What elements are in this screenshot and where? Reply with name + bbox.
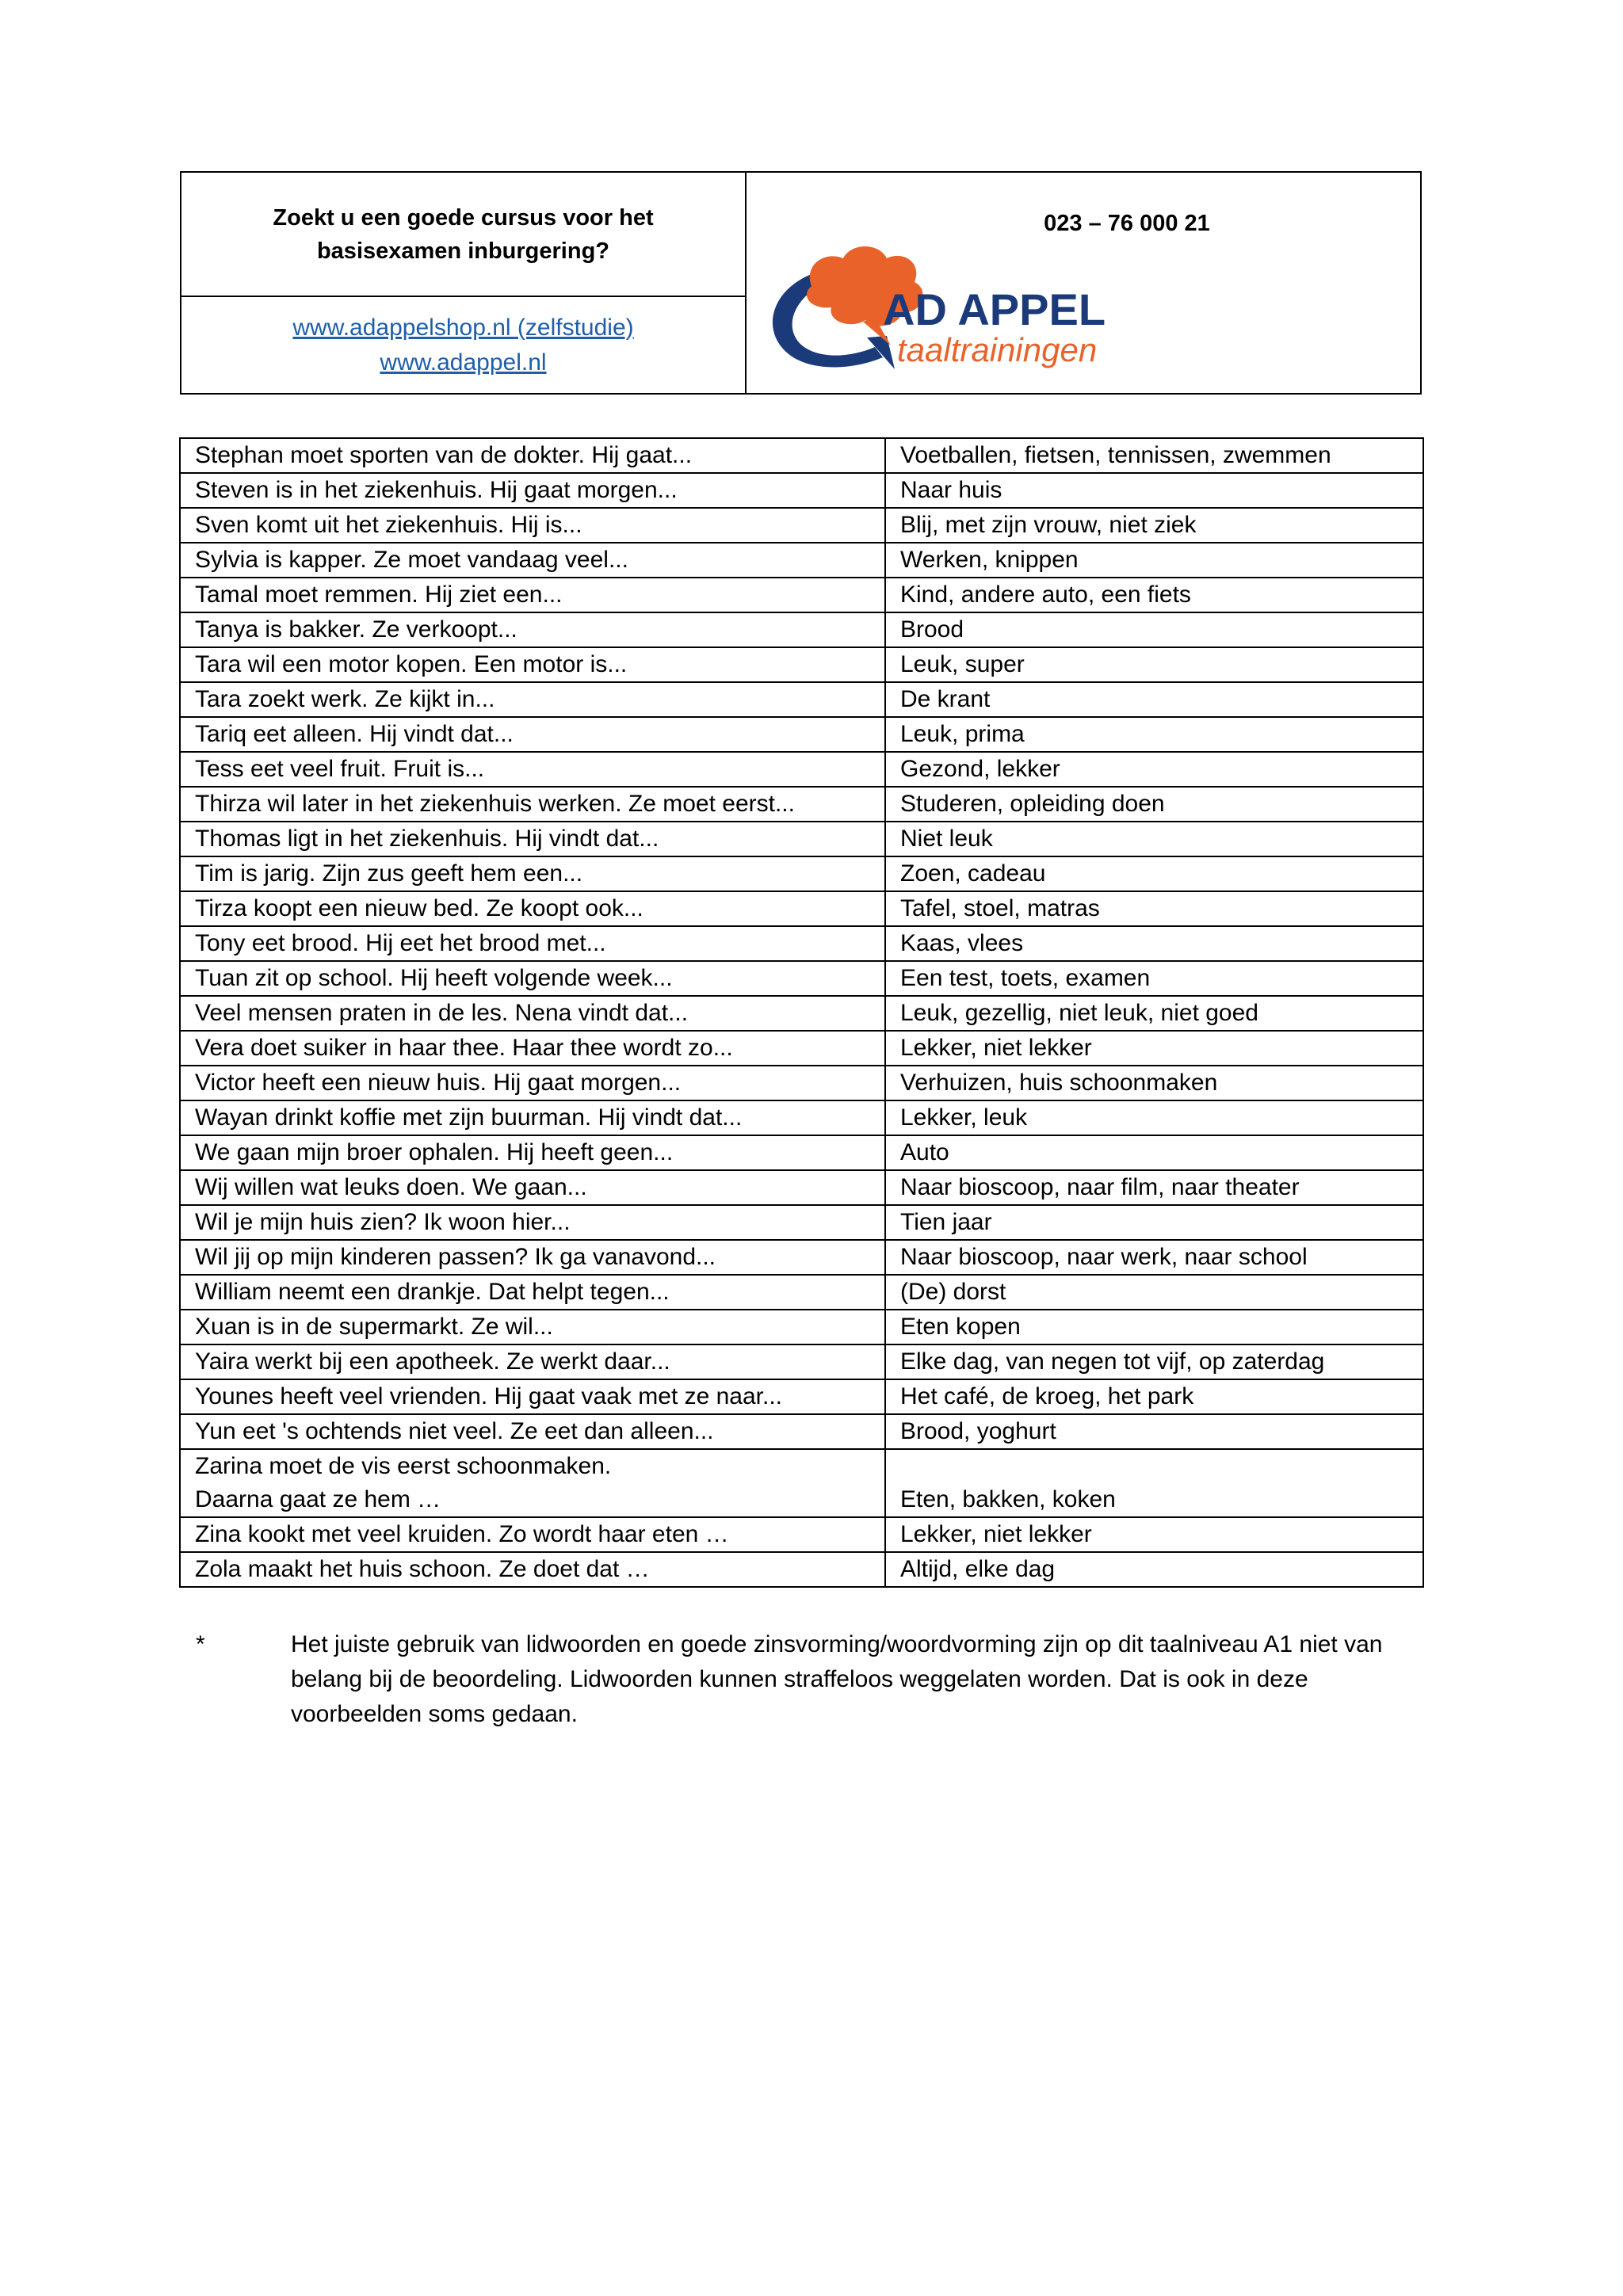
table-row [180,473,1423,508]
sentence-cell [180,717,885,752]
answer-cell: Lekker, niet lekker [885,1517,1423,1552]
table-row [180,856,1423,891]
table-row [180,1135,1423,1170]
answer-cell: (De) dorst [885,1275,1423,1310]
table-row [180,961,1423,996]
sentence-cell [180,891,885,926]
table-row [180,1205,1423,1240]
sentence-text: Zina kookt met veel kruiden. Zo wordt haar eten … [195,1521,729,1547]
sentence-cell [180,822,885,856]
sentence-cell [180,1449,885,1517]
answer-cell: Brood [885,612,1423,647]
links-block [181,297,745,393]
answer-cell: Leuk, prima [885,717,1423,752]
answer-cell: Kaas, vlees [885,926,1423,961]
answer-cell: Lekker, leuk [885,1100,1423,1135]
sentence-cell [180,1379,885,1414]
sentence-text: Tirza koopt een nieuw bed. Ze koopt ook... [195,895,643,921]
table-row [180,438,1423,473]
sentence-text: Yaira werkt bij een apotheek. Ze werkt daar... [195,1348,670,1375]
sentence-cell [180,1517,885,1552]
sentence-text: We gaan mijn broer ophalen. Hij heeft geen... [195,1139,674,1165]
table-row [180,1414,1423,1449]
answer-cell: Eten kopen [885,1310,1423,1344]
answer-cell: Naar huis [885,473,1423,508]
answer-cell: Blij, met zijn vrouw, niet ziek [885,508,1423,543]
table-row [180,1240,1423,1275]
answer-cell: Zoen, cadeau [885,856,1423,891]
sentence-cell [180,578,885,612]
sentence-text: Tara wil een motor kopen. Een motor is... [195,651,628,677]
sentence-cell [180,1310,885,1344]
sentence-text: Wayan drinkt koffie met zijn buurman. Hij vindt dat... [195,1104,743,1131]
answer-cell: Tafel, stoel, matras [885,891,1423,926]
sentence-cell [180,543,885,578]
sentence-text: Tanya is bakker. Ze verkoopt... [195,616,517,643]
sentence-cell [180,926,885,961]
table-row [180,752,1423,787]
ad-appel-logo [756,242,1168,385]
phone-number: 023 – 76 000 21 [1044,211,1210,236]
table-row [180,1449,1423,1517]
sentence-cell [180,787,885,822]
sentence-text: Tamal moet remmen. Hij ziet een... [195,582,563,608]
footnote-marker: * [196,1631,205,1657]
sentence-text: Stephan moet sporten van de dokter. Hij gaat... [195,442,693,468]
link-adappelshop[interactable]: www.adappelshop.nl (zelfstudie) [292,314,634,341]
sentence-text: Steven is in het ziekenhuis. Hij gaat morgen... [195,477,678,503]
table-row [180,612,1423,647]
answer-cell: Tien jaar [885,1205,1423,1240]
answer-cell: Kind, andere auto, een fiets [885,578,1423,612]
sentence-text: Younes heeft veel vrienden. Hij gaat vaak met ze naar... [195,1383,783,1409]
header-box [180,171,1422,395]
sentence-cell [180,438,885,473]
course-question: Zoekt u een goede cursus voor het basisexamen inburgering? [181,173,745,297]
answer-cell: Naar bioscoop, naar film, naar theater [885,1170,1423,1205]
sentence-cell [180,1552,885,1587]
sentence-text: Xuan is in de supermarkt. Ze wil... [195,1314,553,1340]
sentence-table [179,437,1424,1588]
sentence-text: Tess eet veel fruit. Fruit is... [195,756,485,782]
sentence-cell [180,1240,885,1275]
table-row [180,717,1423,752]
sentence-text: William neemt een drankje. Dat helpt tegen... [195,1279,670,1305]
sentence-text: Thomas ligt in het ziekenhuis. Hij vindt dat... [195,826,659,852]
sentence-cell [180,856,885,891]
sentence-cell [180,1066,885,1100]
sentence-text: Zola maakt het huis schoon. Ze doet dat … [195,1556,650,1582]
table-row [180,1344,1423,1379]
answer-cell: Werken, knippen [885,543,1423,578]
answer-cell: Naar bioscoop, naar werk, naar school [885,1240,1423,1275]
sentence-cell [180,508,885,543]
sentence-text-line2: Daarna gaat ze hem … [195,1486,441,1512]
table-row [180,996,1423,1031]
footnote-text: Het juiste gebruik van lidwoorden en goede zinsvorming/woordvorming zijn op dit taalniveau A1 niet van belang bij de beoordeling. Lidwoorden kunnen straffeloos weggelaten worden. Dat is ook in deze voorbeelden soms gedaan. [291,1631,1383,1727]
answer-cell: Eten, bakken, koken [885,1449,1423,1517]
answer-cell: De krant [885,682,1423,717]
answer-cell: Een test, toets, examen [885,961,1423,996]
table-row [180,1066,1423,1100]
sentence-cell [180,961,885,996]
sentence-text: Sven komt uit het ziekenhuis. Hij is... [195,512,582,538]
answer-cell: Auto [885,1135,1423,1170]
logo-tagline-text: taaltrainingen [897,331,1098,368]
sentence-cell [180,647,885,682]
sentence-text: Wij willen wat leuks doen. We gaan... [195,1174,587,1200]
sentence-cell [180,1135,885,1170]
table-row [180,1275,1423,1310]
sentence-text: Tariq eet alleen. Hij vindt dat... [195,721,514,747]
sentence-text: Tim is jarig. Zijn zus geeft hem een... [195,860,583,887]
answer-cell: Elke dag, van negen tot vijf, op zaterdag [885,1344,1423,1379]
table-row [180,1552,1423,1587]
sentence-cell [180,612,885,647]
sentence-text: Wil jij op mijn kinderen passen? Ik ga vanavond... [195,1244,716,1270]
link-adappel[interactable]: www.adappel.nl [380,349,547,376]
sentence-text: Veel mensen praten in de les. Nena vindt dat... [195,1000,689,1026]
answer-cell: Studeren, opleiding doen [885,787,1423,822]
sentence-cell [180,752,885,787]
logo-name-text: AD APPEL [883,284,1106,334]
answer-cell: Verhuizen, huis schoonmaken [885,1066,1423,1100]
sentence-cell [180,1100,885,1135]
sentence-text: Yun eet 's ochtends niet veel. Ze eet dan alleen... [195,1418,714,1444]
sentence-cell [180,996,885,1031]
table-row [180,578,1423,612]
sentence-cell [180,473,885,508]
answer-cell: Leuk, gezellig, niet leuk, niet goed [885,996,1423,1031]
table-row [180,1517,1423,1552]
table-row [180,787,1423,822]
answer-cell: Niet leuk [885,822,1423,856]
table-row [180,508,1423,543]
table-row [180,822,1423,856]
sentence-text: Victor heeft een nieuw huis. Hij gaat morgen... [195,1070,682,1096]
answer-cell: Brood, yoghurt [885,1414,1423,1449]
answer-cell: Leuk, super [885,647,1423,682]
table-row [180,1379,1423,1414]
table-row [180,926,1423,961]
table-row [180,1310,1423,1344]
table-row [180,1100,1423,1135]
sentence-text: Zarina moet de vis eerst schoonmaken. [195,1453,612,1479]
header-right-cell [747,173,1420,393]
sentence-cell [180,1414,885,1449]
sentence-cell [180,1205,885,1240]
sentence-text: Wil je mijn huis zien? Ik woon hier... [195,1209,571,1235]
table-row [180,1170,1423,1205]
sentence-text: Sylvia is kapper. Ze moet vandaag veel... [195,547,628,573]
table-row [180,647,1423,682]
sentence-text: Thirza wil later in het ziekenhuis werken. Ze moet eerst... [195,791,795,817]
sentence-cell [180,1170,885,1205]
answer-cell: Lekker, niet lekker [885,1031,1423,1066]
answer-cell: Voetballen, fietsen, tennissen, zwemmen [885,438,1423,473]
table-row [180,543,1423,578]
table-row [180,1031,1423,1066]
sentence-cell [180,1344,885,1379]
sentence-text: Tuan zit op school. Hij heeft volgende week... [195,965,673,991]
sentence-text: Vera doet suiker in haar thee. Haar thee wordt zo... [195,1035,733,1061]
sentence-cell [180,682,885,717]
sentence-text: Tony eet brood. Hij eet het brood met... [195,930,606,956]
answer-cell: Het café, de kroeg, het park [885,1379,1423,1414]
table-row [180,682,1423,717]
table-row [180,891,1423,926]
answer-cell: Gezond, lekker [885,752,1423,787]
sentence-text: Tara zoekt werk. Ze kijkt in... [195,686,495,712]
sentence-cell [180,1275,885,1310]
header-left-cell [181,173,747,393]
sentence-cell [180,1031,885,1066]
answer-cell: Altijd, elke dag [885,1552,1423,1587]
